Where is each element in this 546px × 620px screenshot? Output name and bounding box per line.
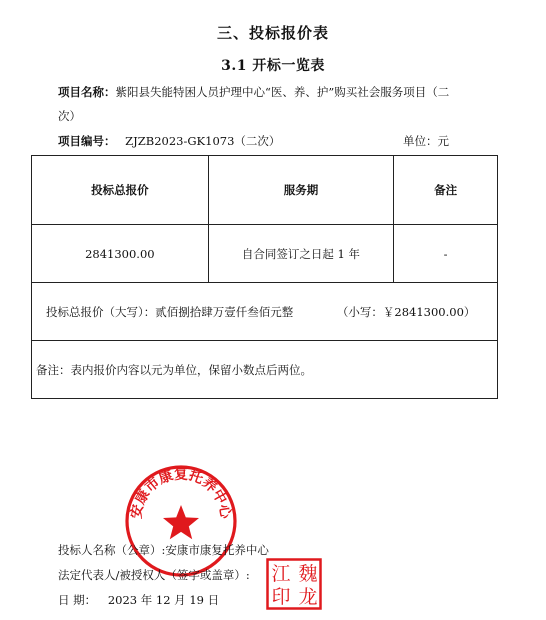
section-heading: 三、投标报价表 [216,24,329,42]
note-cell: 备注：表内报价内容以元为单位，保留小数点后两位。 [32,341,498,399]
project-name-label: 项目名称 [58,85,104,99]
header-service-period: 服务期 [208,156,394,225]
project-code-line [58,133,280,149]
header-remark: 备注 [394,156,498,225]
cell-remark: - [394,225,498,283]
stamp-text: 安康市康复托养中心 [128,466,234,520]
header-total-price: 投标总报价 [32,156,209,225]
bid-table [31,155,498,399]
unit-label: 单位：元 [403,134,449,148]
date-line [58,592,219,608]
bidder-name-line: 投标人名称（公章）:安康市康复托养中心 [58,543,269,557]
total-amount-words: 投标总报价（大写）：贰佰捌拾肆万壹仟叁佰元整 [46,304,294,319]
seal-char-1: 魏 [298,563,318,585]
total-amount-figures: （小写：￥2841300.00） [336,304,476,319]
project-code-label: 项目编号： [58,134,116,148]
table-row [32,225,498,283]
colon: ： [104,85,116,99]
seal-char-4: 印 [271,586,291,608]
star-icon [163,505,199,539]
project-name-continuation: 次） [58,109,81,123]
table-header-row [32,156,498,225]
seal-char-3: 江 [271,563,291,585]
project-code-value: ZJZB2023-GK1073（二次） [125,134,281,148]
seal-char-2: 龙 [298,586,318,608]
cell-total-price: 2841300.00 [32,225,209,283]
total-amount-row [32,283,498,341]
cell-service-period: 自合同签订之日起 1 年 [208,225,394,283]
official-stamp [124,464,238,578]
date-label: 日 期： [58,593,97,607]
signature-seal [266,558,322,610]
date-value: 2023 年 12 月 19 日 [107,593,220,607]
project-name-line [58,84,449,100]
section-subheading: 3.1 开标一览表 [221,58,325,74]
note-row [32,341,498,399]
project-name-value: 紫阳县失能特困人员护理中心“医、养、护”购买社会服务项目（二 [115,85,450,99]
representative-line: 法定代表人/被授权人（签字或盖章）: [58,568,250,582]
total-amount-cell [32,283,498,341]
